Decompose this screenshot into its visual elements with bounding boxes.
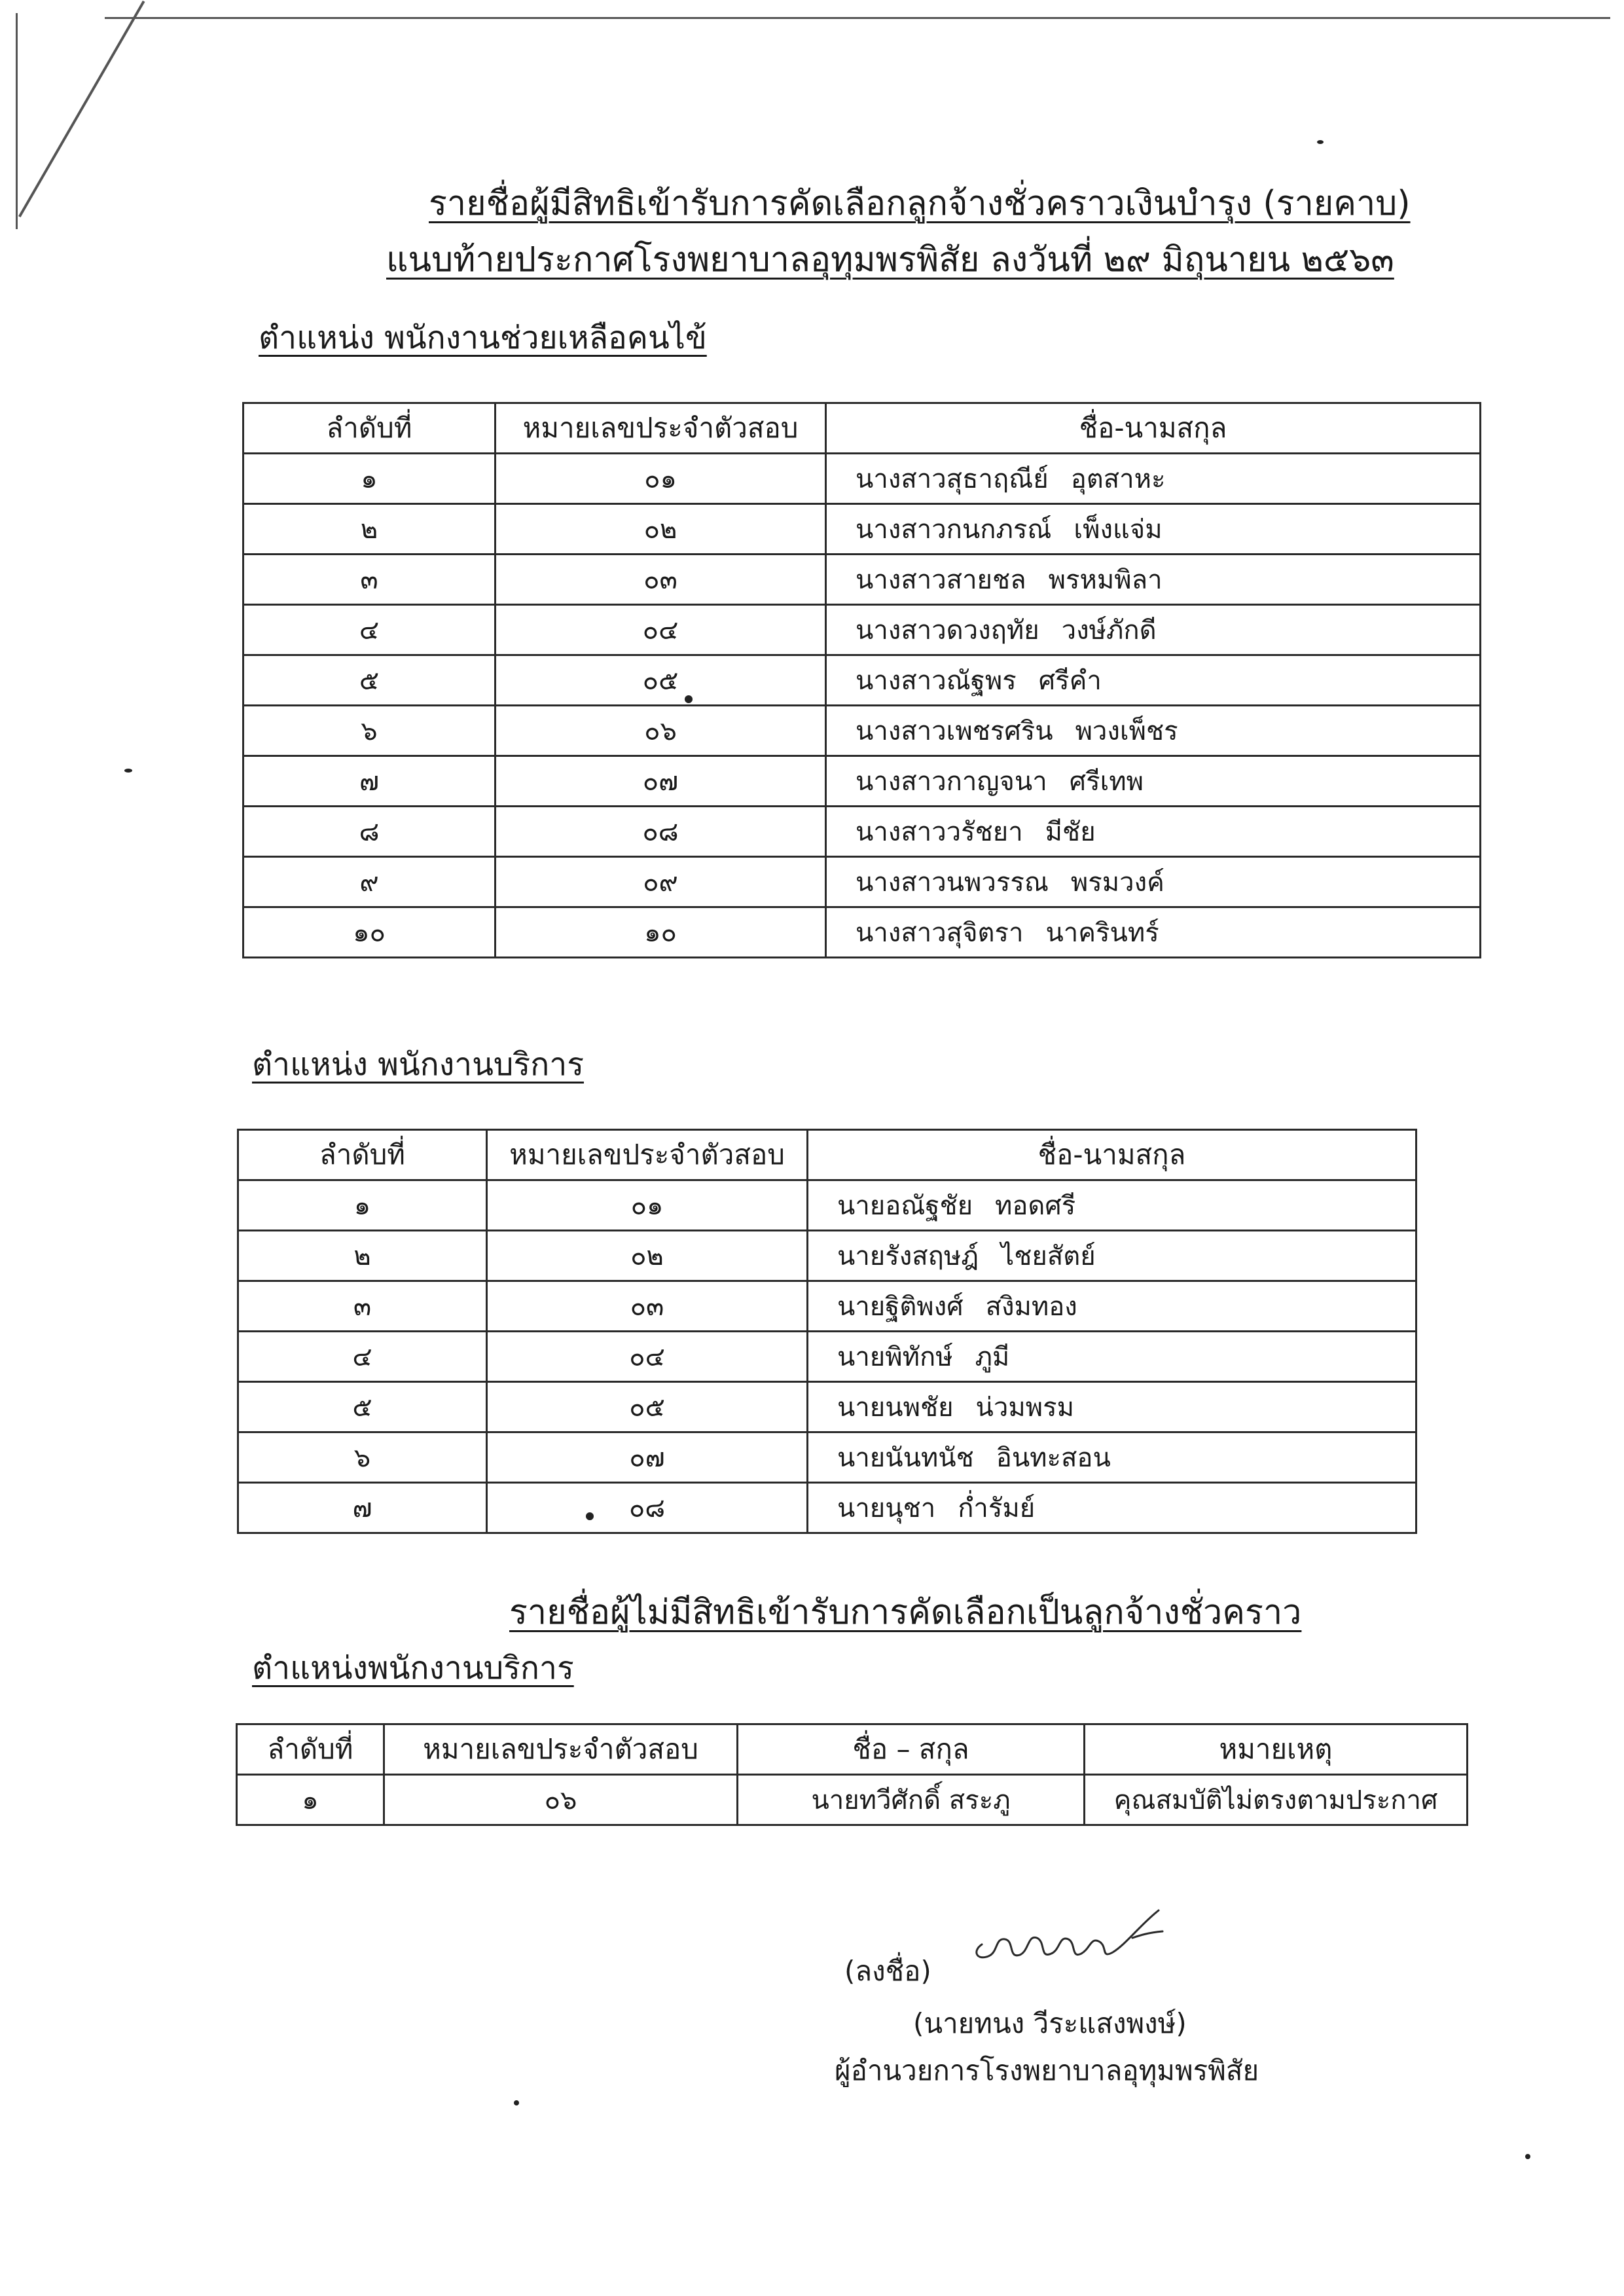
table-row	[238, 1432, 1416, 1483]
column-header-name: ชื่อ-นามสกุล	[808, 1130, 1416, 1180]
document-subtitle: แนบท้ายประกาศโรงพยาบาลอุทุมพรพิสัย ลงวันที่ ๒๙ มิถุนายน ๒๕๖๓	[386, 240, 1394, 280]
remark-cell: คุณสมบัติไม่ตรงตามประกาศ	[1085, 1775, 1468, 1825]
name-cell	[808, 1281, 1416, 1332]
table-row	[238, 1231, 1416, 1281]
table-row	[244, 807, 1481, 857]
table-row	[238, 1483, 1416, 1533]
scan-speck	[124, 769, 132, 773]
exam-id-cell: ๐๓	[496, 555, 826, 605]
ineligible-rows	[237, 1775, 1468, 1825]
order-cell: ๒	[238, 1231, 487, 1281]
name-cell	[826, 555, 1481, 605]
name-cell	[826, 706, 1481, 756]
exam-id-cell: ๐๗	[496, 756, 826, 807]
name-cell	[808, 1382, 1416, 1432]
table-row	[244, 857, 1481, 907]
exam-id-cell: ๐๑	[496, 454, 826, 504]
fold-crease	[18, 1, 145, 217]
name-cell	[808, 1231, 1416, 1281]
table-row	[238, 1281, 1416, 1332]
column-header-order: ลำดับที่	[244, 403, 496, 454]
last-name: พรมวงค์	[1070, 867, 1164, 898]
table-row	[238, 1180, 1416, 1231]
table-row	[244, 605, 1481, 655]
column-header-name: ชื่อ – สกุล	[738, 1724, 1085, 1775]
table-header-row	[238, 1130, 1416, 1180]
order-cell: ๙	[244, 857, 496, 907]
order-cell: ๑	[244, 454, 496, 504]
last-name: ก่ำรัมย์	[958, 1493, 1036, 1523]
column-header-exam-id: หมายเลขประจำตัวสอบ	[384, 1724, 738, 1775]
first-name: นางสาววรัชยา	[856, 817, 1023, 847]
name-cell	[826, 807, 1481, 857]
first-name: นางสาวกนกภรณ์	[856, 515, 1052, 545]
exam-id-cell: ๐๑	[487, 1180, 808, 1231]
column-header-order: ลำดับที่	[237, 1724, 384, 1775]
table-row	[244, 907, 1481, 958]
order-cell: ๑๐	[244, 907, 496, 958]
table-row	[238, 1332, 1416, 1382]
last-name: ภูมี	[975, 1342, 1010, 1372]
last-name: น่วมพรม	[975, 1393, 1074, 1423]
first-name: นางสาวสายชล	[856, 565, 1026, 595]
last-name: ศรีคำ	[1038, 666, 1102, 696]
last-name: พรหมพิลา	[1048, 565, 1163, 595]
exam-id-cell: ๐๗	[487, 1432, 808, 1483]
last-name: พวงเพ็ชร	[1075, 716, 1178, 746]
last-name: อินทะสอน	[996, 1443, 1111, 1473]
name-cell	[826, 655, 1481, 706]
patient-aide-table	[242, 402, 1481, 958]
table-row	[244, 655, 1481, 706]
name-cell	[826, 857, 1481, 907]
order-cell: ๖	[238, 1432, 487, 1483]
table-row	[244, 555, 1481, 605]
first-name: นายพิทักษ์	[837, 1342, 953, 1372]
name-cell	[826, 454, 1481, 504]
scan-speck	[1317, 140, 1324, 144]
column-header-exam-id: หมายเลขประจำตัวสอบ	[496, 403, 826, 454]
table-row	[244, 454, 1481, 504]
patient-aide-rows	[244, 454, 1481, 958]
last-name: สงิมทอง	[985, 1292, 1077, 1322]
first-name: นางสาวกาญจนา	[856, 767, 1047, 797]
exam-id-cell: ๐๖	[384, 1775, 738, 1825]
table-row	[244, 504, 1481, 555]
name-cell	[808, 1483, 1416, 1533]
first-name: นายอณัฐชัย	[837, 1191, 973, 1221]
ineligible-table	[236, 1723, 1468, 1826]
service-staff-table	[237, 1129, 1417, 1534]
first-name: นางสาวดวงฤทัย	[856, 615, 1039, 646]
last-name: มีชัย	[1045, 817, 1096, 847]
table-header-row	[237, 1724, 1468, 1775]
order-cell: ๗	[238, 1483, 487, 1533]
first-name: นางสาวสุจิตรา	[856, 918, 1024, 948]
name-cell	[808, 1432, 1416, 1483]
exam-id-cell: ๑๐	[496, 907, 826, 958]
last-name: เพ็งแจ่ม	[1074, 515, 1163, 545]
order-cell: ๑	[237, 1775, 384, 1825]
order-cell: ๗	[244, 756, 496, 807]
last-name: ไชยสัตย์	[1001, 1241, 1096, 1271]
first-name: นางสาวณัฐพร	[856, 666, 1017, 696]
left-edge-line	[16, 13, 18, 229]
column-header-order: ลำดับที่	[238, 1130, 487, 1180]
exam-id-cell: ๐๘	[496, 807, 826, 857]
exam-id-cell: ๐๕	[487, 1382, 808, 1432]
column-header-name: ชื่อ-นามสกุล	[826, 403, 1481, 454]
service-staff-rows	[238, 1180, 1416, 1533]
table-row	[237, 1775, 1468, 1825]
signatory-name: (นายทนง วีระแสงพงษ์)	[913, 2007, 1187, 2039]
exam-id-cell: ๐๘	[487, 1483, 808, 1533]
handwritten-signature	[969, 1899, 1191, 1977]
section-label-patient-aide: ตำแหน่ง พนักงานช่วยเหลือคนไข้	[259, 319, 707, 356]
exam-id-cell: ๐๔	[487, 1332, 808, 1382]
scan-speck	[514, 2100, 519, 2105]
exam-id-cell: ๐๙	[496, 857, 826, 907]
last-name: วงษ์ภักดี	[1061, 615, 1157, 646]
section-label-service-staff: ตำแหน่ง พนักงานบริการ	[252, 1046, 584, 1083]
order-cell: ๓	[238, 1281, 487, 1332]
ineligible-title: รายชื่อผู้ไม่มีสิทธิเข้ารับการคัดเลือกเป็นลูกจ้างชั่วคราว	[509, 1593, 1302, 1632]
order-cell: ๕	[244, 655, 496, 706]
exam-id-cell: ๐๔	[496, 605, 826, 655]
first-name: นายนุชา	[837, 1493, 936, 1523]
order-cell: ๔	[244, 605, 496, 655]
first-name: นายฐิติพงศ์	[837, 1292, 964, 1322]
column-header-exam-id: หมายเลขประจำตัวสอบ	[487, 1130, 808, 1180]
first-name: นางสาวเพชรศริน	[856, 716, 1053, 746]
last-name: อุตสาหะ	[1070, 464, 1166, 494]
table-row	[244, 706, 1481, 756]
table-header-row	[244, 403, 1481, 454]
top-edge-line	[105, 17, 1610, 19]
name-cell	[808, 1332, 1416, 1382]
ineligible-section-label: ตำแหน่งพนักงานบริการ	[252, 1650, 574, 1686]
order-cell: ๔	[238, 1332, 487, 1382]
document-title: รายชื่อผู้มีสิทธิเข้ารับการคัดเลือกลูกจ้างชั่วคราวเงินบำรุง (รายคาบ)	[429, 184, 1411, 223]
order-cell: ๕	[238, 1382, 487, 1432]
exam-id-cell: ๐๒	[487, 1231, 808, 1281]
name-cell: นายทวีศักดิ์ สระภู	[738, 1775, 1085, 1825]
first-name: นางสาวสุธาฤณีย์	[856, 464, 1049, 494]
order-cell: ๘	[244, 807, 496, 857]
last-name: ศรีเทพ	[1069, 767, 1144, 797]
order-cell: ๒	[244, 504, 496, 555]
sign-label: (ลงชื่อ)	[844, 1955, 931, 1987]
name-cell	[826, 756, 1481, 807]
scan-speck	[1525, 2154, 1530, 2159]
first-name: นายนพชัย	[837, 1393, 954, 1423]
exam-id-cell: ๐๖	[496, 706, 826, 756]
column-header-remark: หมายเหตุ	[1085, 1724, 1468, 1775]
first-name: นางสาวนพวรรณ	[856, 867, 1049, 898]
name-cell	[808, 1180, 1416, 1231]
order-cell: ๑	[238, 1180, 487, 1231]
order-cell: ๖	[244, 706, 496, 756]
exam-id-cell: ๐๒	[496, 504, 826, 555]
order-cell: ๓	[244, 555, 496, 605]
table-row	[244, 756, 1481, 807]
table-row	[238, 1382, 1416, 1432]
first-name: นายนันทนัช	[837, 1443, 974, 1473]
exam-id-cell: ๐๕	[496, 655, 826, 706]
last-name: นาครินทร์	[1045, 918, 1159, 948]
name-cell	[826, 907, 1481, 958]
name-cell	[826, 504, 1481, 555]
first-name: นายรังสฤษฎ์	[837, 1241, 979, 1271]
exam-id-cell: ๐๓	[487, 1281, 808, 1332]
name-cell	[826, 605, 1481, 655]
last-name: ทอดศรี	[995, 1191, 1076, 1221]
signatory-position: ผู้อำนวยการโรงพยาบาลอุทุมพรพิสัย	[835, 2054, 1259, 2086]
